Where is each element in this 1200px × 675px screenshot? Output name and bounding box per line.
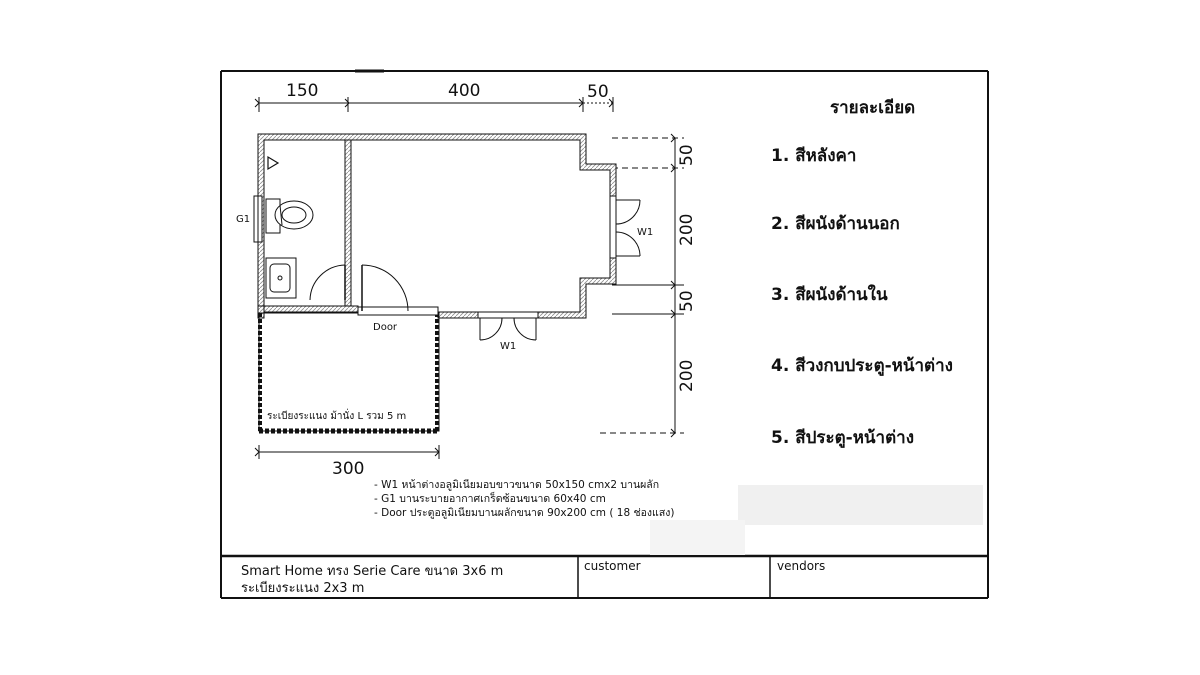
g1-vent-window: [236, 196, 262, 242]
title-line-2: ระเบียงระแนง 2x3 m: [241, 581, 365, 596]
title-line-1: Smart Home ทรง Serie Care ขนาด 3x6 m: [241, 564, 504, 579]
details-list: [771, 97, 953, 449]
dim-right-2: 200: [677, 213, 697, 246]
gray-block: [738, 485, 983, 525]
dim-top-right: 50: [587, 82, 609, 102]
details-item: 5. สีประตู-หน้าต่าง: [771, 428, 914, 448]
details-item: 4. สีวงกบประตู-หน้าต่าง: [771, 356, 953, 376]
bathroom-door: [310, 265, 345, 300]
main-door: [358, 265, 438, 333]
sink-icon: [266, 258, 296, 298]
note-line: - W1 หน้าต่างอลูมิเนียมอบขาวขนาด 50x150 cmx2 บานผลัก: [374, 479, 660, 491]
vendors-label: vendors: [777, 559, 826, 573]
g1-label: G1: [236, 214, 251, 225]
dim-top-left: 150: [286, 81, 319, 101]
details-item: 1. สีหลังคา: [771, 146, 857, 166]
w1-bottom-label: W1: [500, 341, 517, 352]
w1-window-right: [610, 196, 653, 258]
note-line: - G1 บานระบายอากาศเกร็ดซ้อนขนาด 60x40 cm: [374, 493, 606, 505]
w1-right-label: W1: [637, 227, 654, 238]
dim-top-mid: 400: [448, 81, 481, 101]
top-dimension: [255, 81, 613, 112]
dim-right-1: 50: [677, 144, 697, 166]
notes: [374, 478, 674, 519]
customer-label: customer: [584, 559, 641, 573]
dim-right-4: 200: [677, 359, 697, 392]
bottom-dimension: [255, 445, 439, 479]
details-item: 3. สีผนังด้านใน: [771, 285, 888, 305]
dim-bottom: 300: [332, 459, 365, 479]
toilet-icon: [266, 199, 313, 233]
details-title: รายละเอียด: [830, 98, 916, 118]
note-line: - Door ประตูอลูมิเนียมบานผลักขนาด 90x200 cm ( 18 ช่องแสง): [374, 507, 675, 519]
details-item: 2. สีผนังด้านนอก: [771, 214, 900, 234]
title-block: [241, 559, 825, 596]
door-label: Door: [373, 322, 398, 333]
w1-window-bottom: [478, 312, 538, 352]
shower-drain-icon: [268, 157, 278, 169]
deck-label: ระเบียงระแนง ม้านั่ง L รวม 5 m: [267, 411, 407, 422]
gray-block: [650, 520, 745, 555]
dim-right-3: 50: [677, 290, 697, 312]
deck: [259, 313, 439, 431]
